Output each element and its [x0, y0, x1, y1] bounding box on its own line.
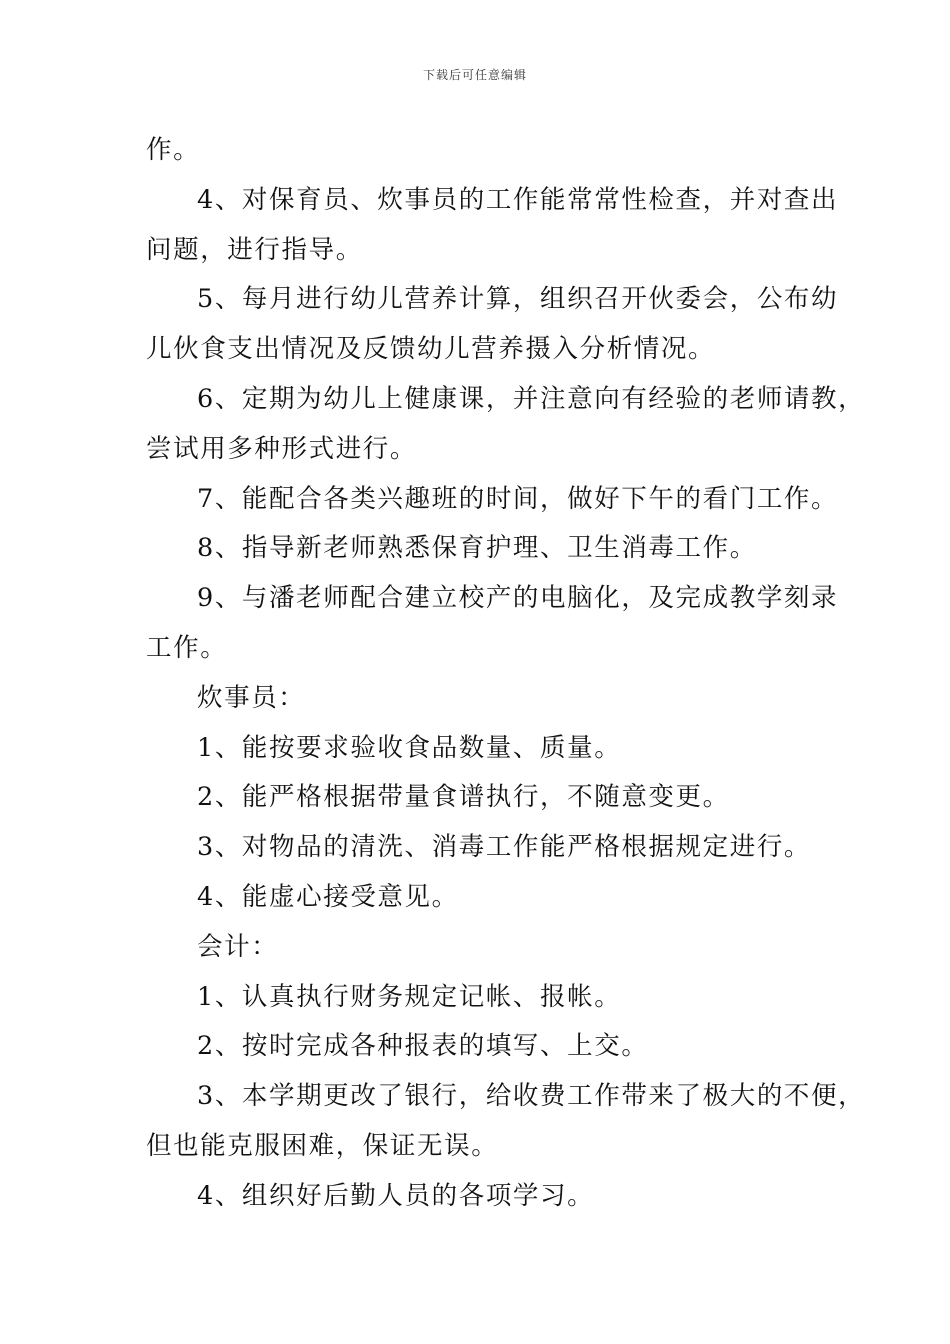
text-line: 4、能虚心接受意见。 — [197, 881, 459, 912]
text-line: 3、本学期更改了银行，给收费工作带来了极大的不便， — [197, 1081, 866, 1112]
page-header-note: 下载后可任意编辑 — [422, 68, 527, 82]
text-line: 4、组织好后勤人员的各项学习。 — [197, 1180, 595, 1211]
text-line: 7、能配合各类兴趣班的时间，做好下午的看门工作。 — [197, 483, 839, 514]
section-heading-cook: 炊事员： — [197, 682, 306, 713]
text-line: 1、认真执行财务规定记帐、报帐。 — [197, 981, 622, 1012]
text-line: 问题，进行指导。 — [146, 234, 363, 265]
text-line: 6、定期为幼儿上健康课，并注意向有经验的老师请教， — [197, 383, 866, 414]
text-line: 4、对保育员、炊事员的工作能常常性检查，并对查出 — [197, 184, 839, 215]
text-line: 儿伙食支出情况及反馈幼儿营养摄入分析情况。 — [146, 334, 716, 365]
text-line: 2、按时完成各种报表的填写、上交。 — [197, 1031, 649, 1062]
text-line: 8、指导新老师熟悉保育护理、卫生消毒工作。 — [197, 533, 757, 564]
text-line: 3、对物品的清洗、消毒工作能严格根据规定进行。 — [197, 832, 812, 863]
text-line: 但也能克服困难，保证无误。 — [146, 1130, 499, 1161]
text-line: 尝试用多种形式进行。 — [146, 433, 418, 464]
document-body — [146, 126, 866, 1222]
text-line: 2、能严格根据带量食谱执行，不随意变更。 — [197, 782, 730, 813]
text-line: 1、能按要求验收食品数量、质量。 — [197, 732, 622, 763]
text-line: 9、与潘老师配合建立校产的电脑化，及完成教学刻录 — [197, 583, 839, 614]
text-line: 工作。 — [146, 632, 228, 663]
text-line: 5、每月进行幼儿营养计算，组织召开伙委会，公布幼 — [197, 284, 839, 315]
text-line: 作。 — [146, 135, 201, 165]
section-heading-accountant: 会计： — [197, 931, 279, 962]
